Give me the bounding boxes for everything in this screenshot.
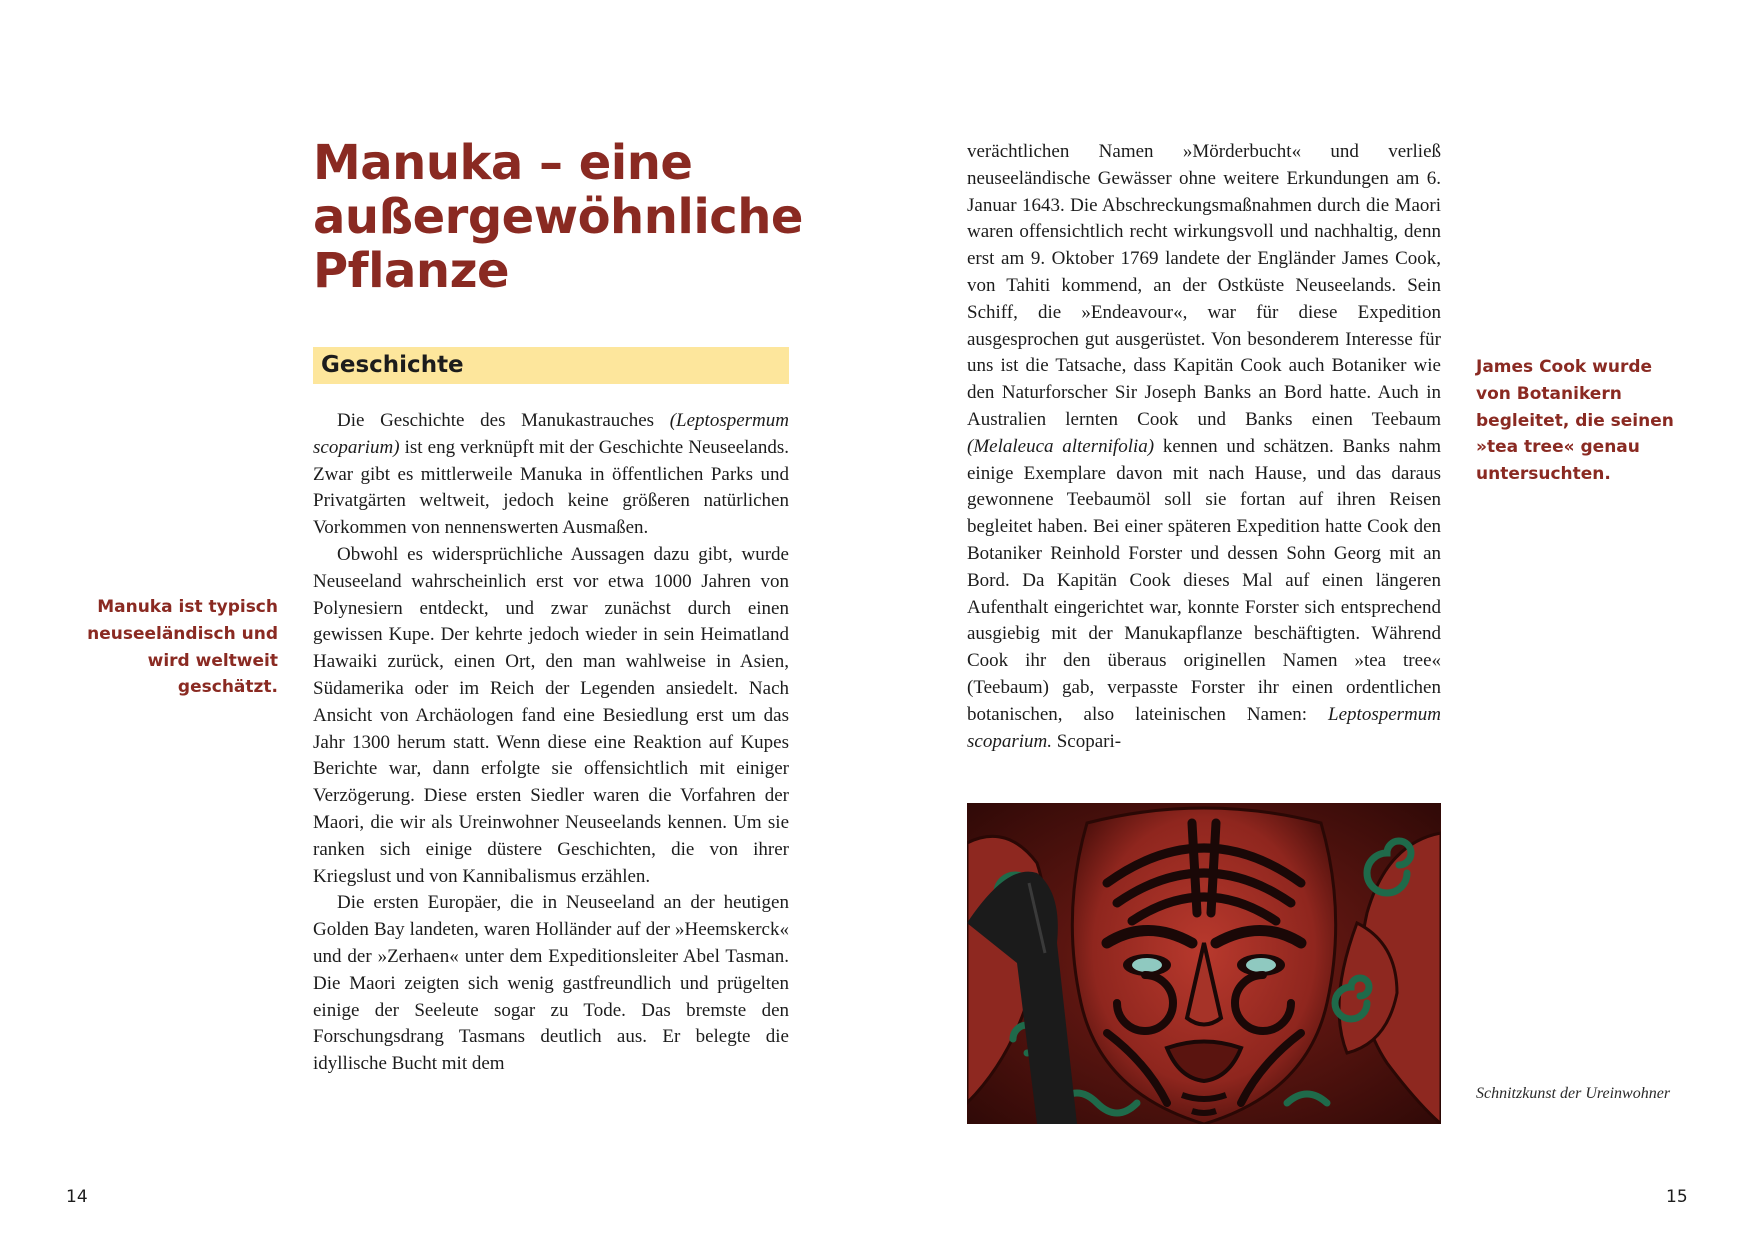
- photo-caption: Schnitzkunst der Ureinwohner: [1476, 1085, 1671, 1102]
- body-paragraph: Die Geschichte des Manukastrauches (Leptospermum scoparium) ist eng verknüpft mit der Geschichte Neuseelands. Zwar gibt es mittlerweile Manuka in öffentlichen Parks und Privatgärten weltweit, jedoch keine größeren natürlichen Vorkommen von nennenswerten Ausmaßen.: [313, 410, 789, 539]
- chapter-title-line-2: außergewöhnliche: [313, 189, 803, 245]
- page-number-right: 15: [1666, 1187, 1688, 1207]
- latin-name: (Melaleuca alternifolia): [967, 435, 1155, 457]
- left-margin-note: Manuka ist typisch neuseeländisch und wird weltweit geschätzt.: [87, 597, 278, 698]
- chapter-title: [313, 136, 833, 298]
- latin-name: (Leptospermum scoparium): [313, 410, 789, 458]
- maori-carving-illustration: [967, 803, 1441, 1124]
- page-number-left: 14: [66, 1187, 88, 1207]
- body-paragraph: Obwohl es widersprüchliche Aussagen dazu gibt, wurde Neuseeland wahrscheinlich erst vor etwa 1000 Jahren von Polynesiern entdeckt, und zwar zunächst durch einen gewissen Kupe. Der kehrte jedoch wieder in sein Heimatland Hawaiki zurück, einen Ort, den man wahlweise in Asien, Südamerika oder im Reich der Legenden ansiedelt. Nach Ansicht von Archäologen fand eine Besiedlung erst um das Jahr 1300 herum statt. Wenn diese eine Reaktion auf Kupes Berichte war, dann erfolgte sie offensichtlich mit einiger Verzögerung. Diese ersten Siedler waren die Vorfahren der Maori, die wir als Ureinwohner Neuseelands kennen. Um sie ranken sich einige düstere Geschichten, die von ihrer Kriegslust und von Kannibalismus erzählen.: [313, 543, 789, 887]
- chapter-title-line-1: Manuka – eine: [313, 135, 693, 191]
- body-paragraph: verächtlichen Namen »Mörderbucht« und verließ neuseeländische Gewässer ohne weitere Erkundungen am 6. Januar 1643. Die Abschreckungsmaßnahmen durch die Maori waren offensichtlich recht wirkungsvoll und nachhaltig, denn erst am 9. Oktober 1769 landete der Engländer James Cook, von Tahiti kommend, an der Ostküste Neuseelands. Sein Schiff, die »Endeavour«, war für diese Expedition ausgesprochen gut ausgerüstet. Von besonderem Interesse für uns ist die Tatsache, dass Kapitän Cook auch Botaniker wie den Naturforscher Sir Joseph Banks an Bord hatte. Auch in Australien lernten Cook und Banks einen Teebaum (Melaleuca alternifolia) kennen und schätzen. Banks nahm einige Exemplare davon mit nach Hause, und das daraus gewonnene Teebaumöl soll sie fortan auf ihren Reisen begleitet haben. Bei einer späteren Expedition hatte Cook den Botaniker Reinhold Forster und dessen Sohn Georg mit an Bord. Da Kapitän Cook dieses Mal auf einen längeren Aufenthalt eingerichtet war, konnte Forster sich entsprechend ausgiebig mit der Manukapflanze beschäftigten. Während Cook ihr den überaus originellen Namen »tea tree« (Teebaum) gab, verpasste Forster ihr einen ordentlichen botanischen, also lateinischen Namen: Leptospermum scoparium. Scopari-: [967, 141, 1441, 752]
- right-margin-note: James Cook wurde von Botanikern begleitet, die seinen »tea tree« genau untersuchten.: [1476, 357, 1674, 485]
- right-text-column: [967, 139, 1441, 755]
- chapter-title-line-3: Pflanze: [313, 243, 510, 299]
- left-text-column: [313, 408, 789, 1078]
- maori-carving-photo: [967, 803, 1441, 1124]
- section-heading-geschichte: Geschichte: [313, 347, 789, 384]
- body-paragraph: Die ersten Europäer, die in Neuseeland an der heutigen Golden Bay landeten, waren Holländer auf der »Heemskerck« und der »Zerhaen« unter dem Expeditionsleiter Abel Tasman. Die Maori zeigten sich wenig gastfreundlich und prügelten einige der Seeleute sogar zu Tode. Das bremste den Forschungsdrang Tasmans deutlich aus. Er belegte die idyllische Bucht mit dem: [313, 892, 789, 1075]
- latin-name: Leptospermum scoparium.: [967, 703, 1441, 752]
